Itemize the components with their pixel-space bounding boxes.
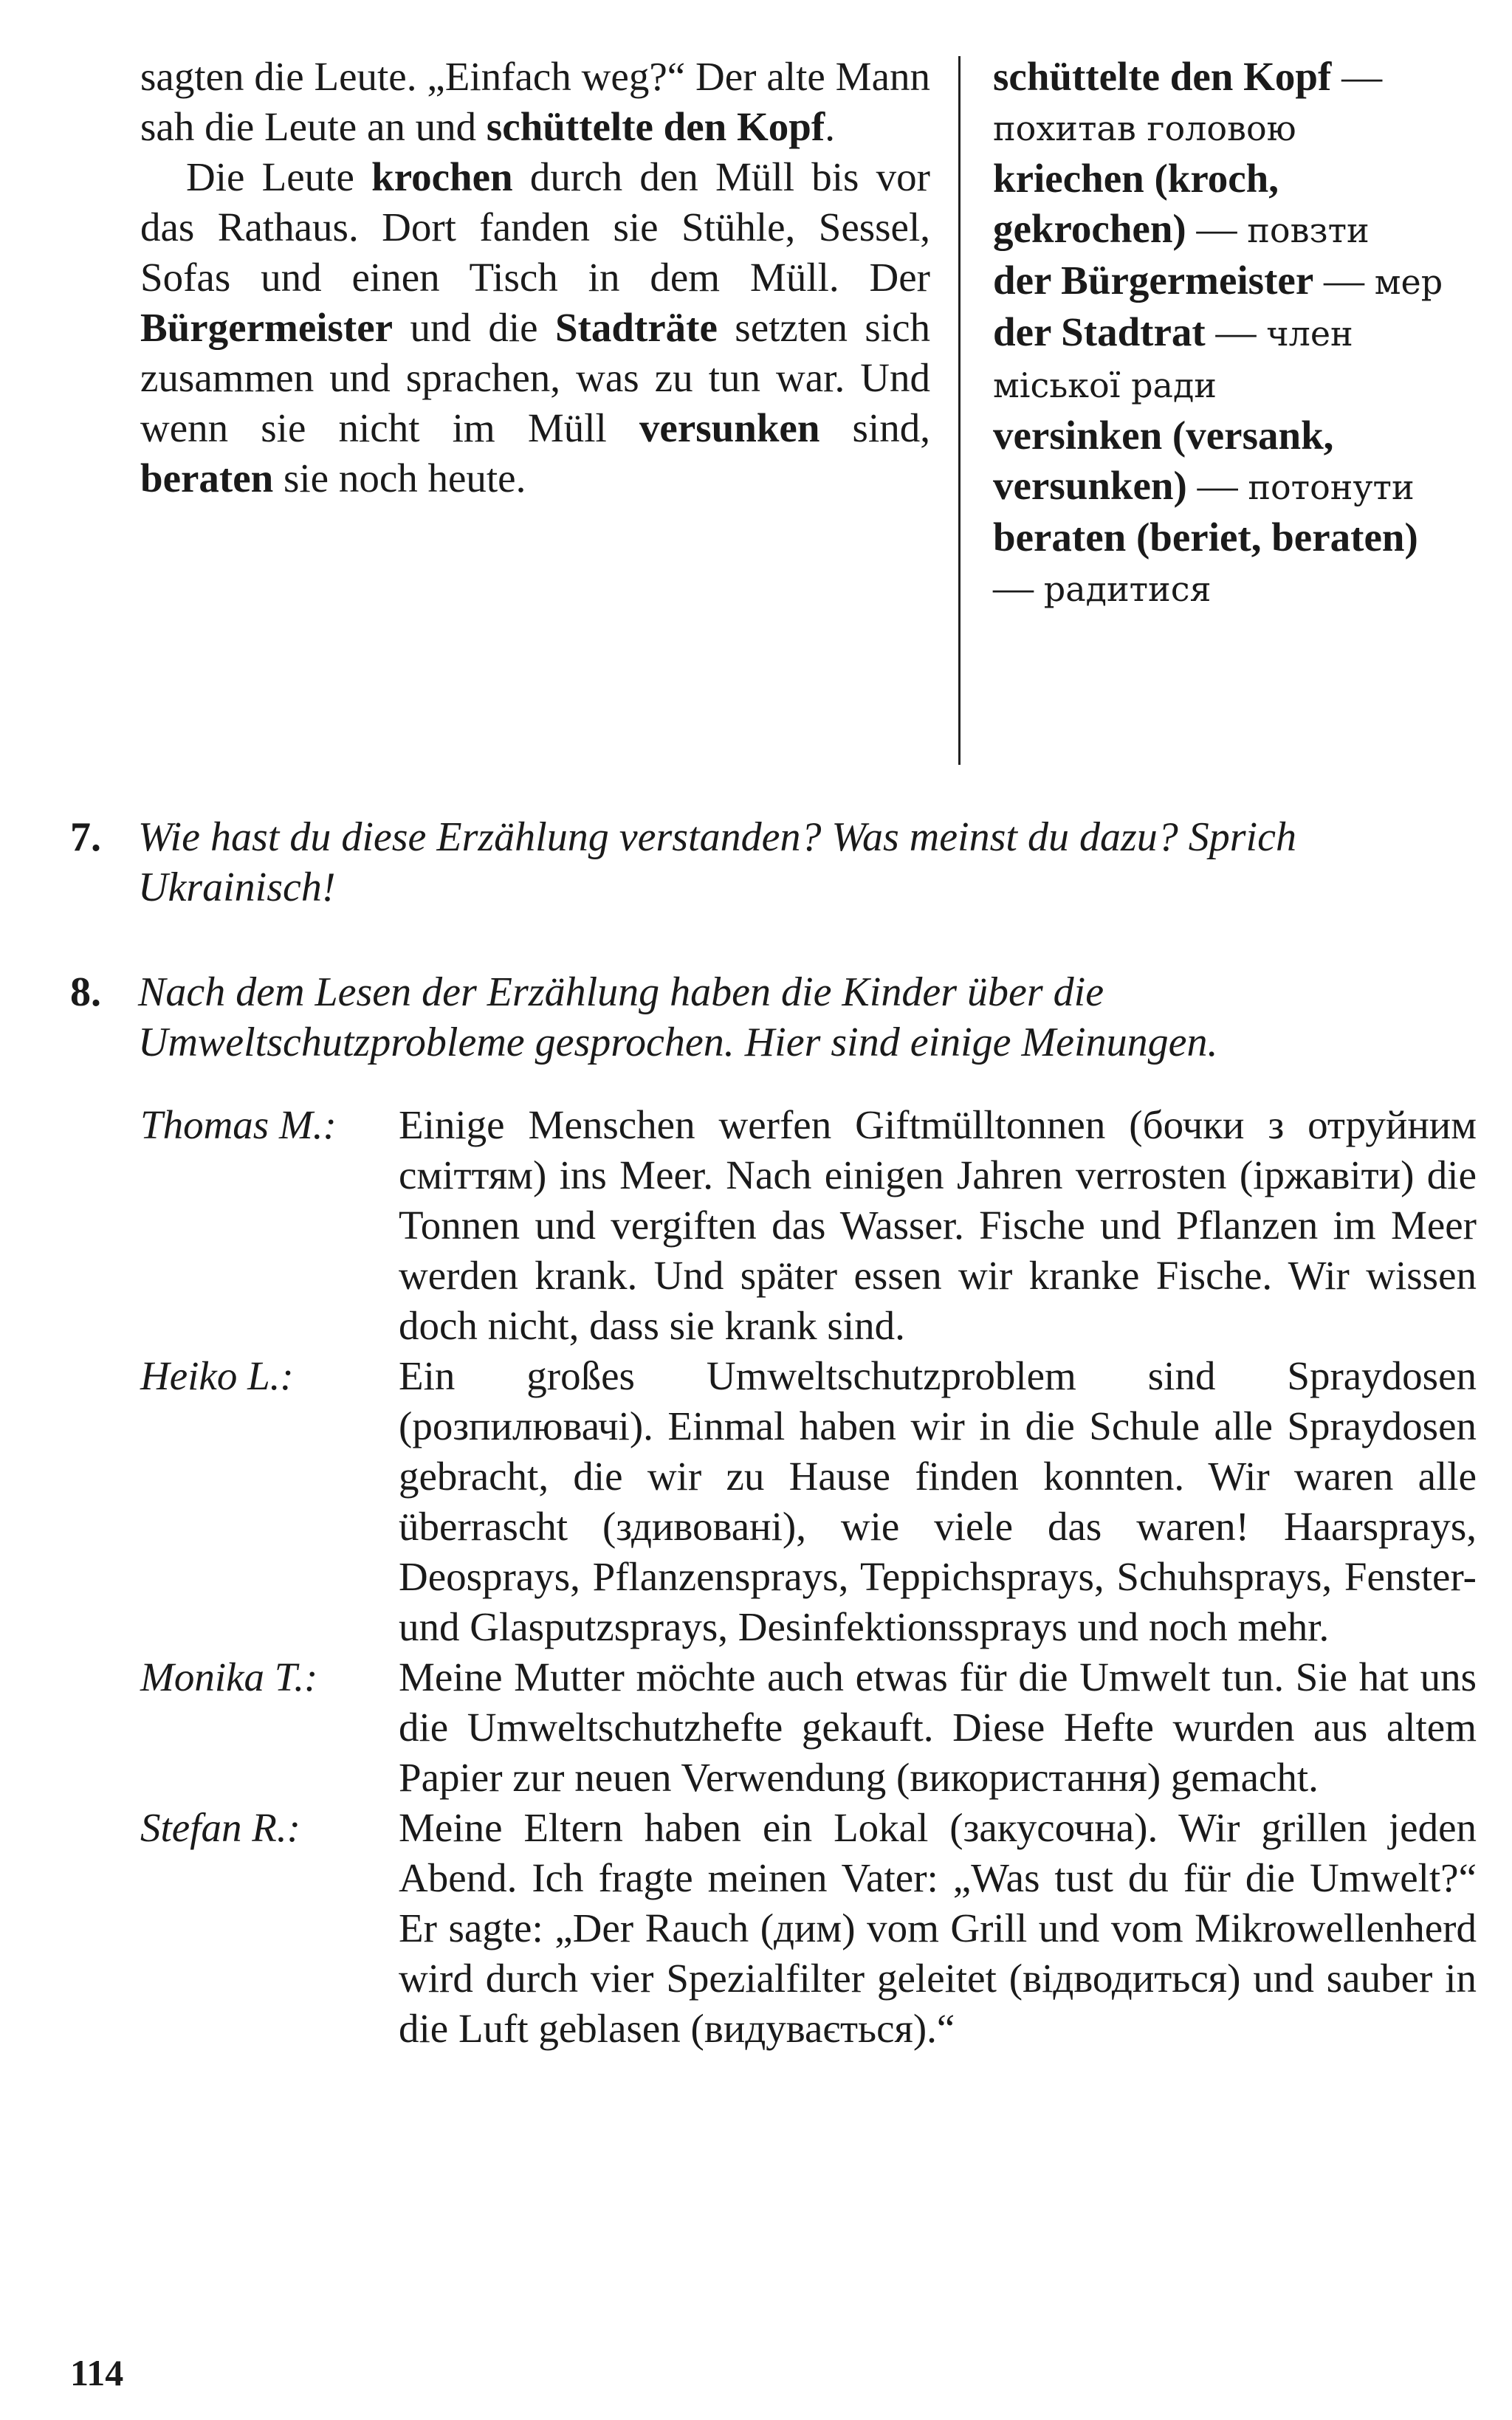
opinion-author: Heiko L.: (140, 1353, 294, 1398)
vocab-entry: der Stadtrat — член міської ради (993, 309, 1353, 405)
vocab-translation: член міської ради (993, 314, 1353, 405)
vocab-term: versinken (versank, versunken) (993, 413, 1334, 508)
vocab-highlight: Bürgermeister (140, 305, 394, 350)
story-paragraph-2 (140, 152, 930, 503)
opinion-entry (140, 1100, 1477, 1351)
vocab-term: beraten (beriet, beraten) (993, 515, 1418, 560)
vocabulary-list (993, 52, 1465, 614)
opinion-entry (140, 1652, 1477, 1803)
vocab-translation: потонути (1248, 467, 1415, 507)
task-number: 8. (70, 969, 101, 1015)
opinion-entry (140, 1351, 1477, 1652)
story-text-span: setzten sich zusammen und sprachen, was zu tun war. Und wenn sie nicht im Müll (140, 305, 930, 450)
story-text-span: sind, (819, 405, 930, 450)
opinions-list (140, 1100, 1477, 2054)
column-divider (958, 56, 961, 765)
vocab-translation: радитися (1043, 569, 1212, 609)
task-instruction: Wie hast du diese Erzählung verstanden? Was meinst du dazu? Sprich Ukrainisch! (138, 814, 1296, 910)
vocab-translation: повзти (1247, 210, 1370, 250)
vocab-term: der Bürgermeister (993, 258, 1314, 303)
task-7 (70, 812, 1473, 912)
page-number: 114 (70, 2352, 124, 2393)
story-paragraph-1 (140, 52, 930, 152)
opinion-author: Monika T.: (140, 1654, 318, 1699)
opinion-text: Meine Eltern haben ein Lokal (закусочна). Wir grillen jeden Abend. Ich fragte meinen Vater: „Was tust du für die Umwelt?“ Er sagte: „Der Rauch (дим) vom Grill und vom Mikrowellenherd wird durch vier Spezialfilter geleitet (відводиться) und sauber in die Luft geblasen (видувається).“ (399, 1805, 1477, 2051)
vocab-term: der Stadtrat (993, 309, 1206, 354)
vocab-entry: der Bürgermeister — мер (993, 258, 1443, 303)
vocab-entry: schüttelte den Kopf — похитав головою (993, 54, 1383, 148)
task-number: 7. (70, 814, 101, 860)
opinion-author: Stefan R.: (140, 1805, 300, 1850)
vocab-highlight: versunken (639, 405, 820, 450)
story-text-span: . (825, 104, 835, 149)
opinion-author: Thomas M.: (140, 1102, 337, 1147)
opinion-text: Ein großes Umweltschutzproblem sind Spraydosen (розпилювачі). Einmal haben wir in die Schule alle Spraydosen gebracht, die wir zu Hause finden konnten. Wir waren alle überrascht (здивовані), wie viele das waren! Haarsprays, Deosprays, Pflanzensprays, Teppichsprays, Schuhsprays, Fenster- und Glasputzsprays, Desinfektionssprays und noch mehr. (399, 1353, 1477, 1649)
story-text-span: Die Leute (186, 154, 372, 199)
story-text-span: durch den Müll bis vor das Rathaus. Dort fanden sie Stühle, Sessel, Sofas und einen Tisch in dem Müll. Der (140, 154, 930, 300)
vocab-highlight: schüttelte den Kopf (486, 104, 825, 149)
opinion-entry (140, 1803, 1477, 2054)
vocab-translation: похитав головою (993, 109, 1296, 148)
vocab-translation: мер (1374, 262, 1443, 302)
task-8 (70, 967, 1473, 1068)
opinion-text: Meine Mutter möchte auch etwas für die Umwelt tun. Sie hat uns die Umweltschutzhefte gekauft. Diese Hefte wurden aus altem Papier zur neuen Verwendung (використання) gemacht. (399, 1654, 1477, 1800)
vocab-term: schüttelte den Kopf (993, 54, 1332, 99)
vocab-entry: kriechen (kroch, gekrochen) — повзти (993, 156, 1370, 251)
vocab-highlight: Stadträte (554, 305, 718, 350)
vocab-term: kriechen (kroch, gekrochen) (993, 156, 1279, 251)
opinion-text: Einige Menschen werfen Giftmülltonnen (бочки з отруйним сміттям) ins Meer. Nach einigen Jahren verrosten (іржавіти) die Tonnen und vergiften das Wasser. Fische und Pflanzen im Meer werden krank. Und später essen wir kranke Fische. Wir wissen doch nicht, dass sie krank sind. (399, 1102, 1477, 1348)
story-section (140, 52, 1477, 775)
story-text (140, 52, 930, 503)
story-text-span: und die (393, 305, 555, 350)
vocab-highlight: krochen (371, 154, 513, 199)
task-instruction: Nach dem Lesen der Erzählung haben die Kinder über die Umweltschutzprobleme gesprochen. Hier sind einige Meinungen. (138, 969, 1218, 1065)
vocab-entry: versinken (versank, versunken) — потонути (993, 413, 1415, 508)
vocab-entry: beraten (beriet, beraten) — радитися (993, 515, 1418, 610)
vocab-highlight: beraten (140, 456, 274, 501)
story-text-span: sie noch heute. (273, 456, 526, 501)
story-text-span: sagten die Leute. „Einfach weg?“ Der alte Mann sah die Leute an und (140, 54, 930, 149)
